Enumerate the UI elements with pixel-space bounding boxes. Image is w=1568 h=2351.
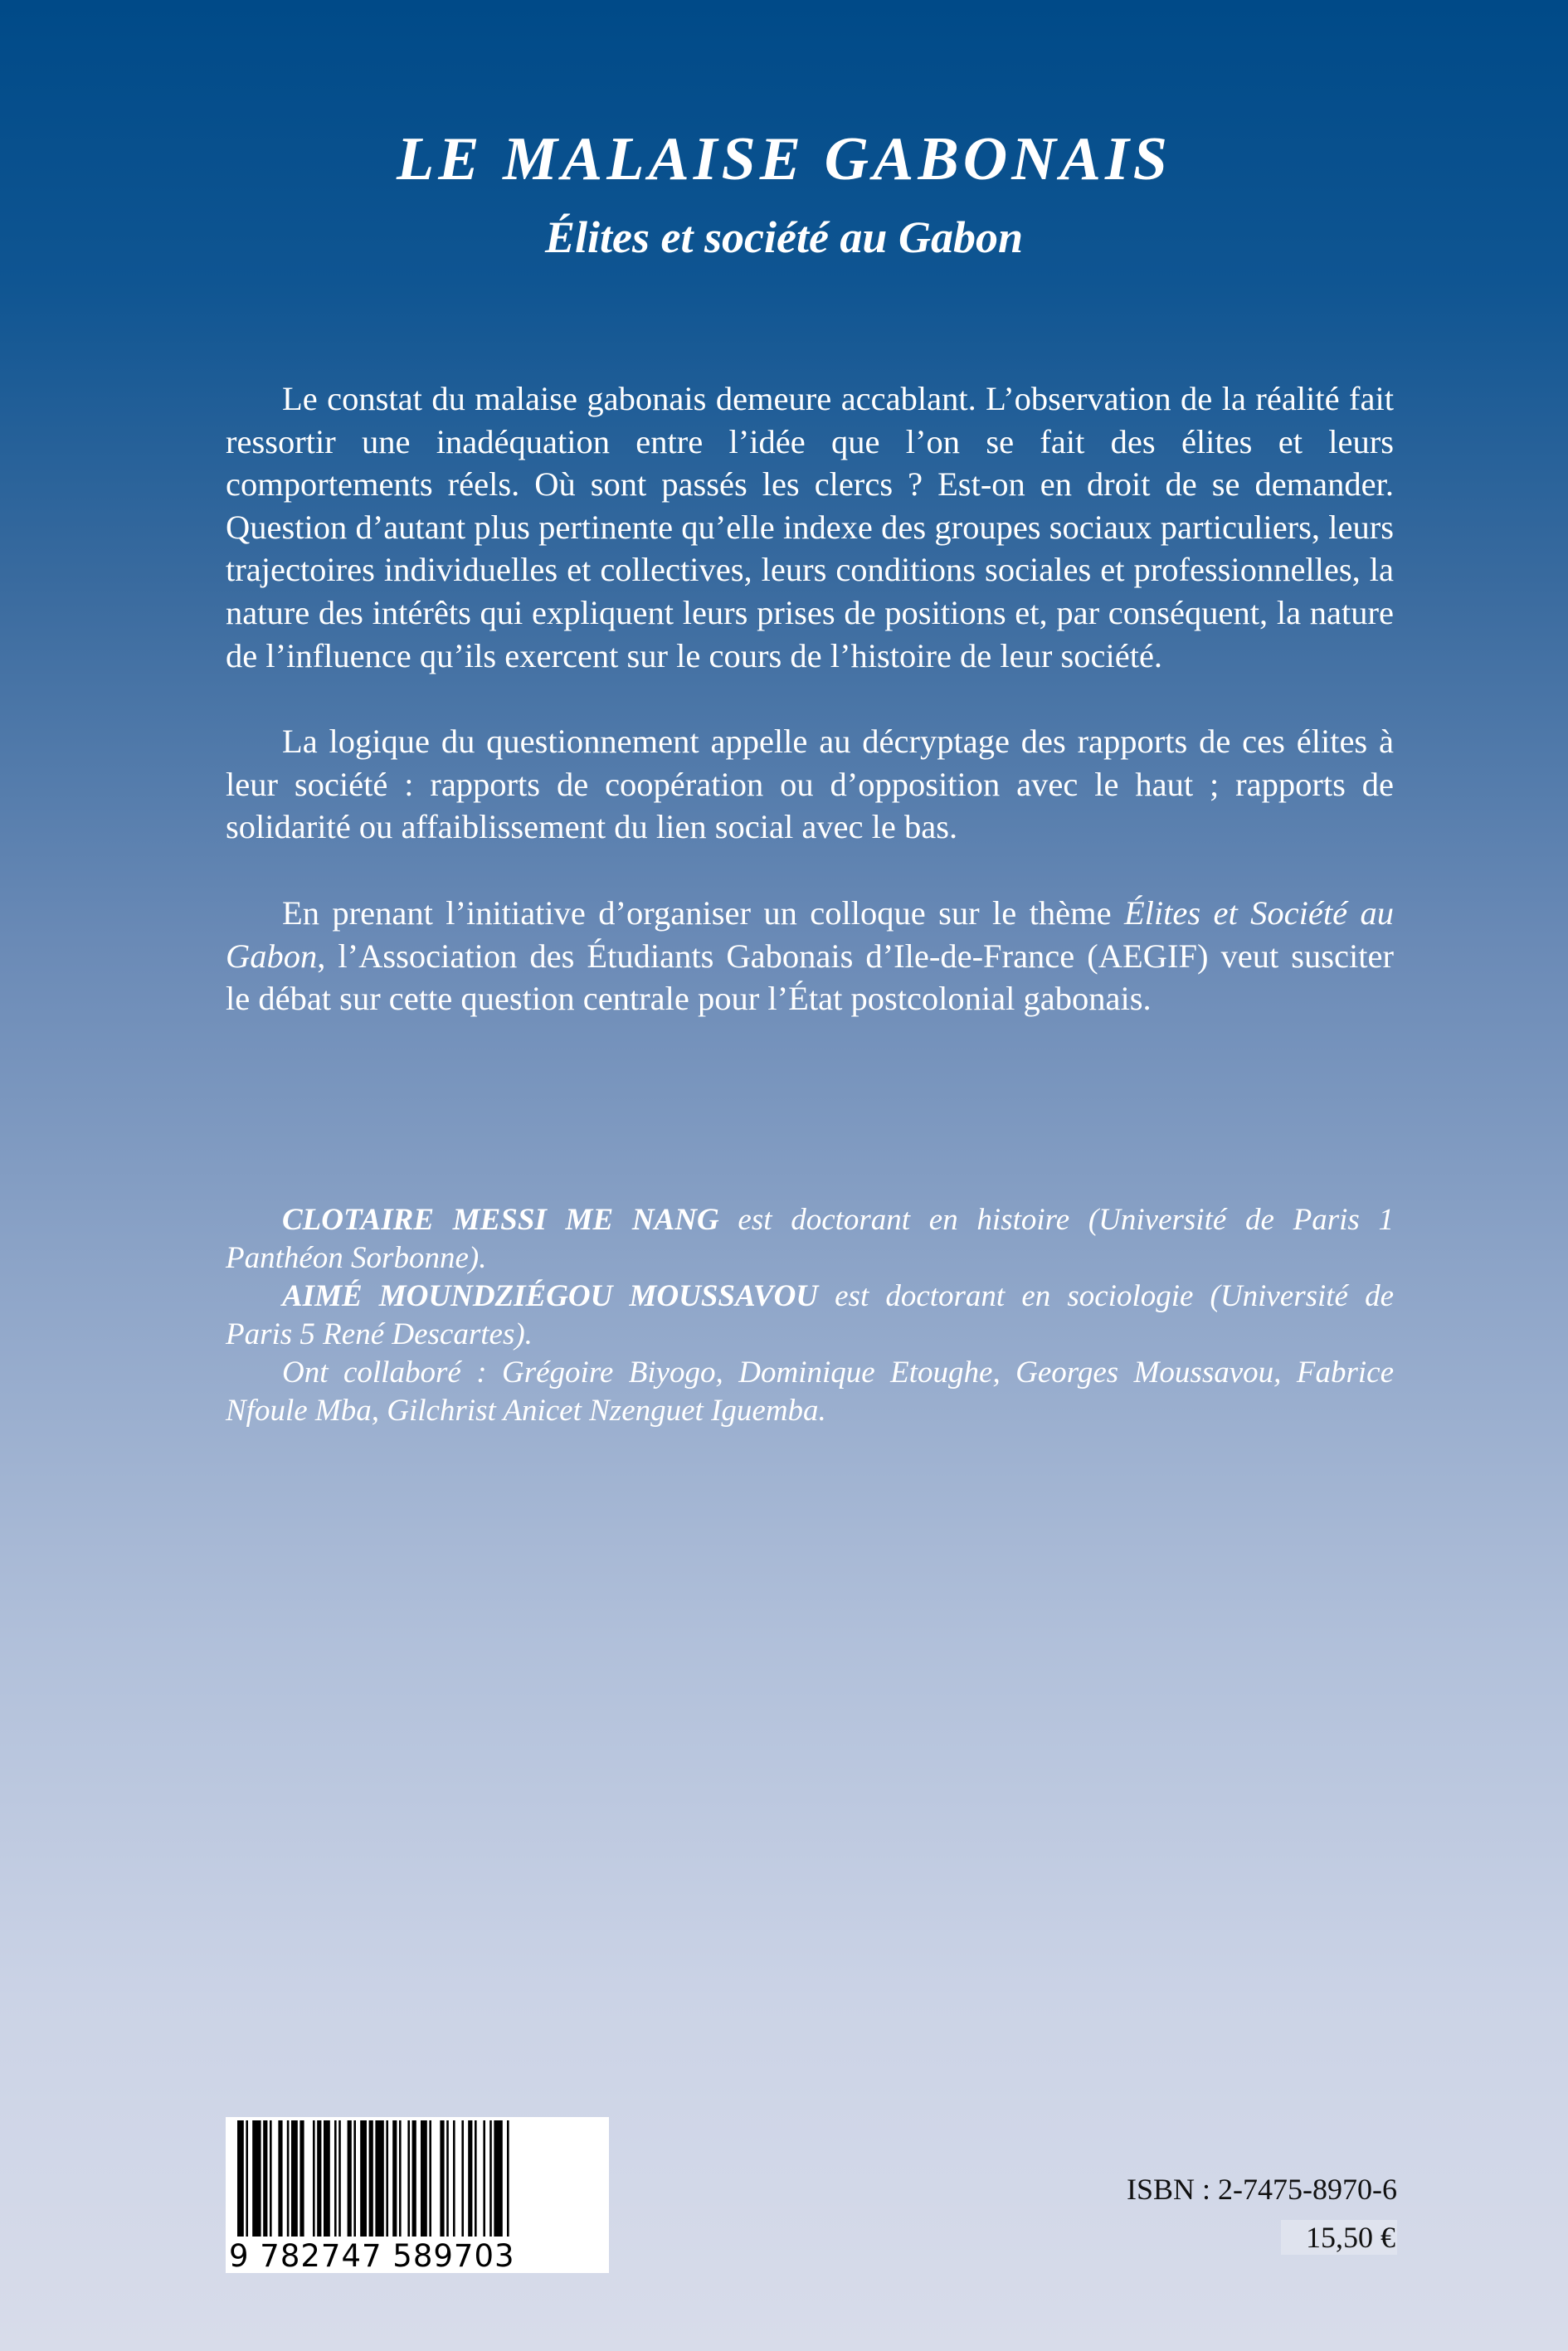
book-title: LE MALAISE GABONAIS bbox=[397, 125, 1171, 193]
blurb-p3-start: En prenant l’initiative d’organiser un colloque sur le thème bbox=[282, 893, 1124, 932]
author-1 bbox=[226, 1201, 1394, 1278]
author-2-name: AIMÉ MOUNDZIÉGOU MOUSSAVOU bbox=[282, 1279, 819, 1313]
collaborators: Ont collaboré : Grégoire Biyogo, Dominique Etoughe, Georges Moussavou, Fabrice Nfoule Mba, Gilchrist Anicet Nzenguet Iguemba. bbox=[226, 1356, 1394, 1428]
author-1-name: CLOTAIRE MESSI ME NANG bbox=[282, 1203, 719, 1237]
blurb-paragraph-2: La logique du questionnement appelle au décryptage des rapports de ces élites à leur société : rapports de coopération ou d’opposition avec le haut ; rapports de solidarité ou affaiblissement du lien social avec le bas. bbox=[226, 723, 1394, 846]
blurb-p3-end: , l’Association des Étudiants Gabonais d’Ile-de-France (AEGIF) veut susciter le débat sur cette question centrale pour l’État postcolonial gabonais. bbox=[226, 937, 1394, 1018]
isbn: ISBN : 2-7475-8970-6 bbox=[1127, 2173, 1397, 2206]
authors-block bbox=[226, 1201, 1394, 1430]
barcode bbox=[226, 2117, 609, 2273]
author-2 bbox=[226, 1278, 1394, 1354]
blurb-paragraph-1: Le constat du malaise gabonais demeure accablant. L’observation de la réalité fait ressortir une inadéquation entre l’idée que l’on se fait des élites et leurs comportements réels. Où sont passés les clercs ? Est-on en droit de se demander. Question d’autant plus pertinente qu’elle indexe des groupes sociaux particuliers, leurs trajectoires individuelles et collectives, leurs conditions sociales et professionnelles, la nature des intérêts qui expliquent leurs prises de positions et, par conséquent, la nature de l’influence qu’ils exercent sur le cours de l’histoire de leur société. bbox=[226, 380, 1394, 674]
blurb bbox=[226, 377, 1394, 1064]
blurb-paragraph-3 bbox=[226, 892, 1394, 1020]
barcode-digits: 9 782747 589703 bbox=[226, 2240, 609, 2273]
book-subtitle: Élites et société au Gabon bbox=[545, 212, 1023, 262]
barcode-bars bbox=[232, 2120, 602, 2237]
author-1-desc: est doctorant en histoire (Université de Paris 1 Panthéon Sorbonne). bbox=[226, 1203, 1395, 1275]
author-2-desc: est doctorant en sociologie (Université de Paris 5 René Descartes). bbox=[226, 1279, 1394, 1351]
price: 15,50 € bbox=[1281, 2220, 1397, 2255]
blurb-p3-title: Élites et Société au Gabon bbox=[226, 893, 1394, 975]
